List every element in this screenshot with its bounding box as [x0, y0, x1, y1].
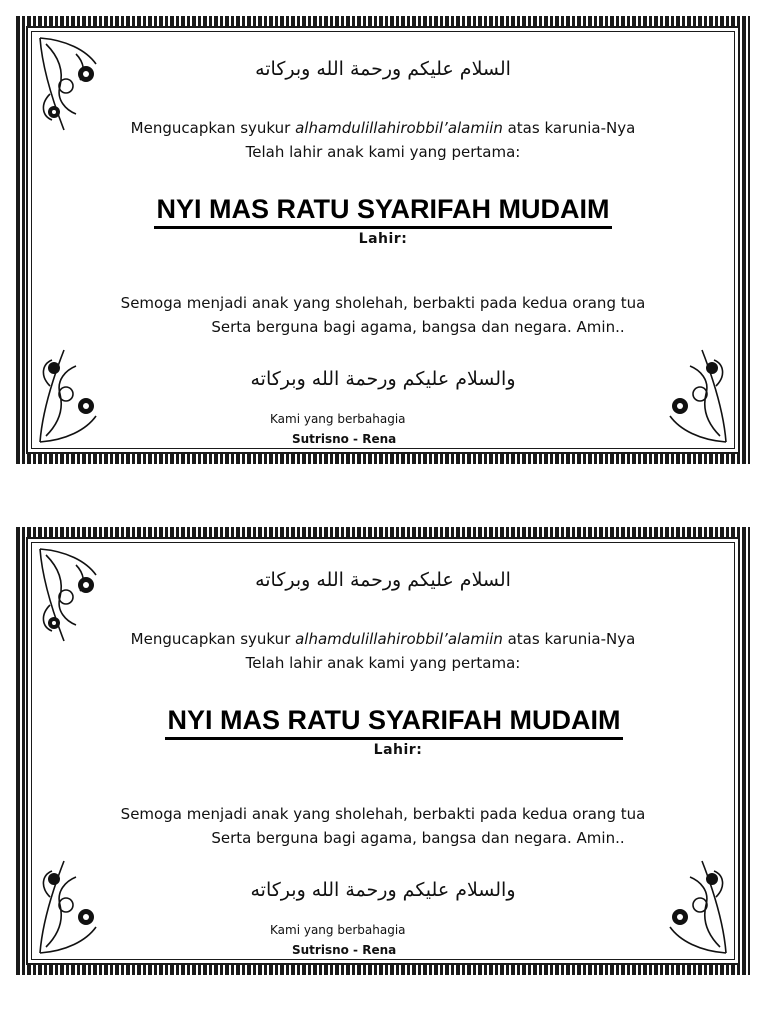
prayer-line-1: Semoga menjadi anak yang sholehah, berbakti pada kedua orang tua: [120, 294, 646, 312]
floral-rose-corner-icon: [36, 849, 102, 957]
born-label: Lahir:: [373, 742, 423, 758]
birth-announcement-card-1: [16, 16, 750, 464]
signature-names: Sutrisno - Rena: [292, 432, 397, 446]
card-inner-frame: [26, 537, 740, 965]
prayer-line-1: Semoga menjadi anak yang sholehah, berbakti pada kedua orang tua: [120, 805, 646, 823]
prayer-line-2: Serta berguna bagi agama, bangsa dan negara. Amin..: [211, 318, 625, 336]
gratitude-prefix: Mengucapkan syukur: [130, 119, 296, 137]
birth-intro-line: Telah lahir anak kami yang pertama:: [245, 143, 521, 161]
child-name: NYI MAS RATU SYARIFAH MUDAIM: [154, 194, 611, 229]
salam-opening: السلام عليكم ورحمة الله وبركاته: [255, 569, 511, 591]
salam-opening: السلام عليكم ورحمة الله وبركاته: [255, 58, 511, 80]
gratitude-italic: alhamdulillahirobbil’alamiin: [295, 119, 503, 137]
child-name-heading: [28, 194, 738, 229]
salam-closing: والسلام عليكم ورحمة الله وبركاته: [250, 879, 516, 901]
gratitude-line: [28, 630, 738, 648]
floral-rose-corner-icon: [664, 849, 730, 957]
gratitude-prefix: Mengucapkan syukur: [130, 630, 296, 648]
gratitude-line: [28, 119, 738, 137]
prayer-line-2: Serta berguna bagi agama, bangsa dan negara. Amin..: [211, 829, 625, 847]
gratitude-italic: alhamdulillahirobbil’alamiin: [295, 630, 503, 648]
birth-intro-line: Telah lahir anak kami yang pertama:: [245, 654, 521, 672]
card-inner-frame: [26, 26, 740, 454]
birth-announcement-card-2: [16, 527, 750, 975]
floral-rose-corner-icon: [664, 338, 730, 446]
child-name-heading: [50, 705, 738, 740]
floral-rose-corner-icon: [36, 338, 102, 446]
born-label: Lahir:: [358, 231, 408, 247]
salam-closing: والسلام عليكم ورحمة الله وبركاته: [250, 368, 516, 390]
gratitude-suffix: atas karunia-Nya: [502, 630, 636, 648]
signature-label: Kami yang berbahagia: [270, 412, 406, 426]
signature-names: Sutrisno - Rena: [292, 943, 397, 957]
child-name: NYI MAS RATU SYARIFAH MUDAIM: [165, 705, 622, 740]
signature-label: Kami yang berbahagia: [270, 923, 406, 937]
gratitude-suffix: atas karunia-Nya: [502, 119, 636, 137]
